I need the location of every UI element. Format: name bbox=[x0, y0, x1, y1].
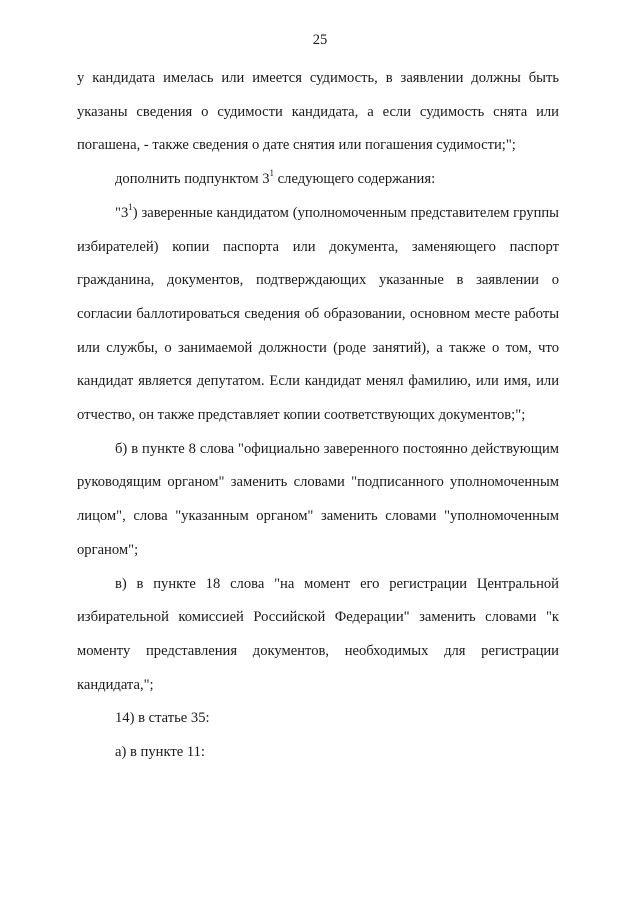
superscript-index: 1 bbox=[269, 168, 275, 179]
paragraph-item-b: б) в пункте 8 слова "официально заверенного постоянно действующим руководящим органом" заменить словами "подписанного уполномоченным лицом", слова "указанным органом" заменить словами "уполномоченным органом"; bbox=[77, 440, 559, 558]
paragraph-subitem-3-1: "$3^1$) заверенные кандидатом (уполномоченным представителем группы избирателей) копии паспорта или документа, заменяющего паспорт гражданина, документов, подтверждающих указанные в заявлении о согласии баллотироваться сведения об образовании, основном месте работы или службы, о занимаемой должности (роде занятий), а также о том, что кандидат является депутатом. Если кандидат менял фамилию, или имя, или отчество, он также представляет копии соответствующих документов;"; bbox=[77, 201, 559, 424]
document-body bbox=[77, 62, 559, 770]
paragraph-item-v: в) в пункте 18 слова "на момент его регистрации Центральной избирательной комиссией Российской Федерации" заменить словами "к моменту представления документов, необходимых для регистрации кандидата,"; bbox=[77, 575, 559, 693]
page-number: 25 bbox=[312, 32, 328, 48]
paragraph-criminal-record: у кандидата имелась или имеется судимость, в заявлении должны быть указаны сведения о судимости кандидата, а если судимость снята или погашена, - также сведения о дате снятия или погашения судимости;"; bbox=[77, 70, 559, 154]
paragraph-article-35: 14) в статье 35: bbox=[115, 710, 210, 727]
superscript-index: 1 bbox=[128, 201, 133, 212]
paragraph-add-subitem: дополнить подпунктом $3^1$ следующего содержания: bbox=[115, 168, 436, 188]
paragraph-item-a: а) в пункте 11: bbox=[115, 744, 205, 761]
